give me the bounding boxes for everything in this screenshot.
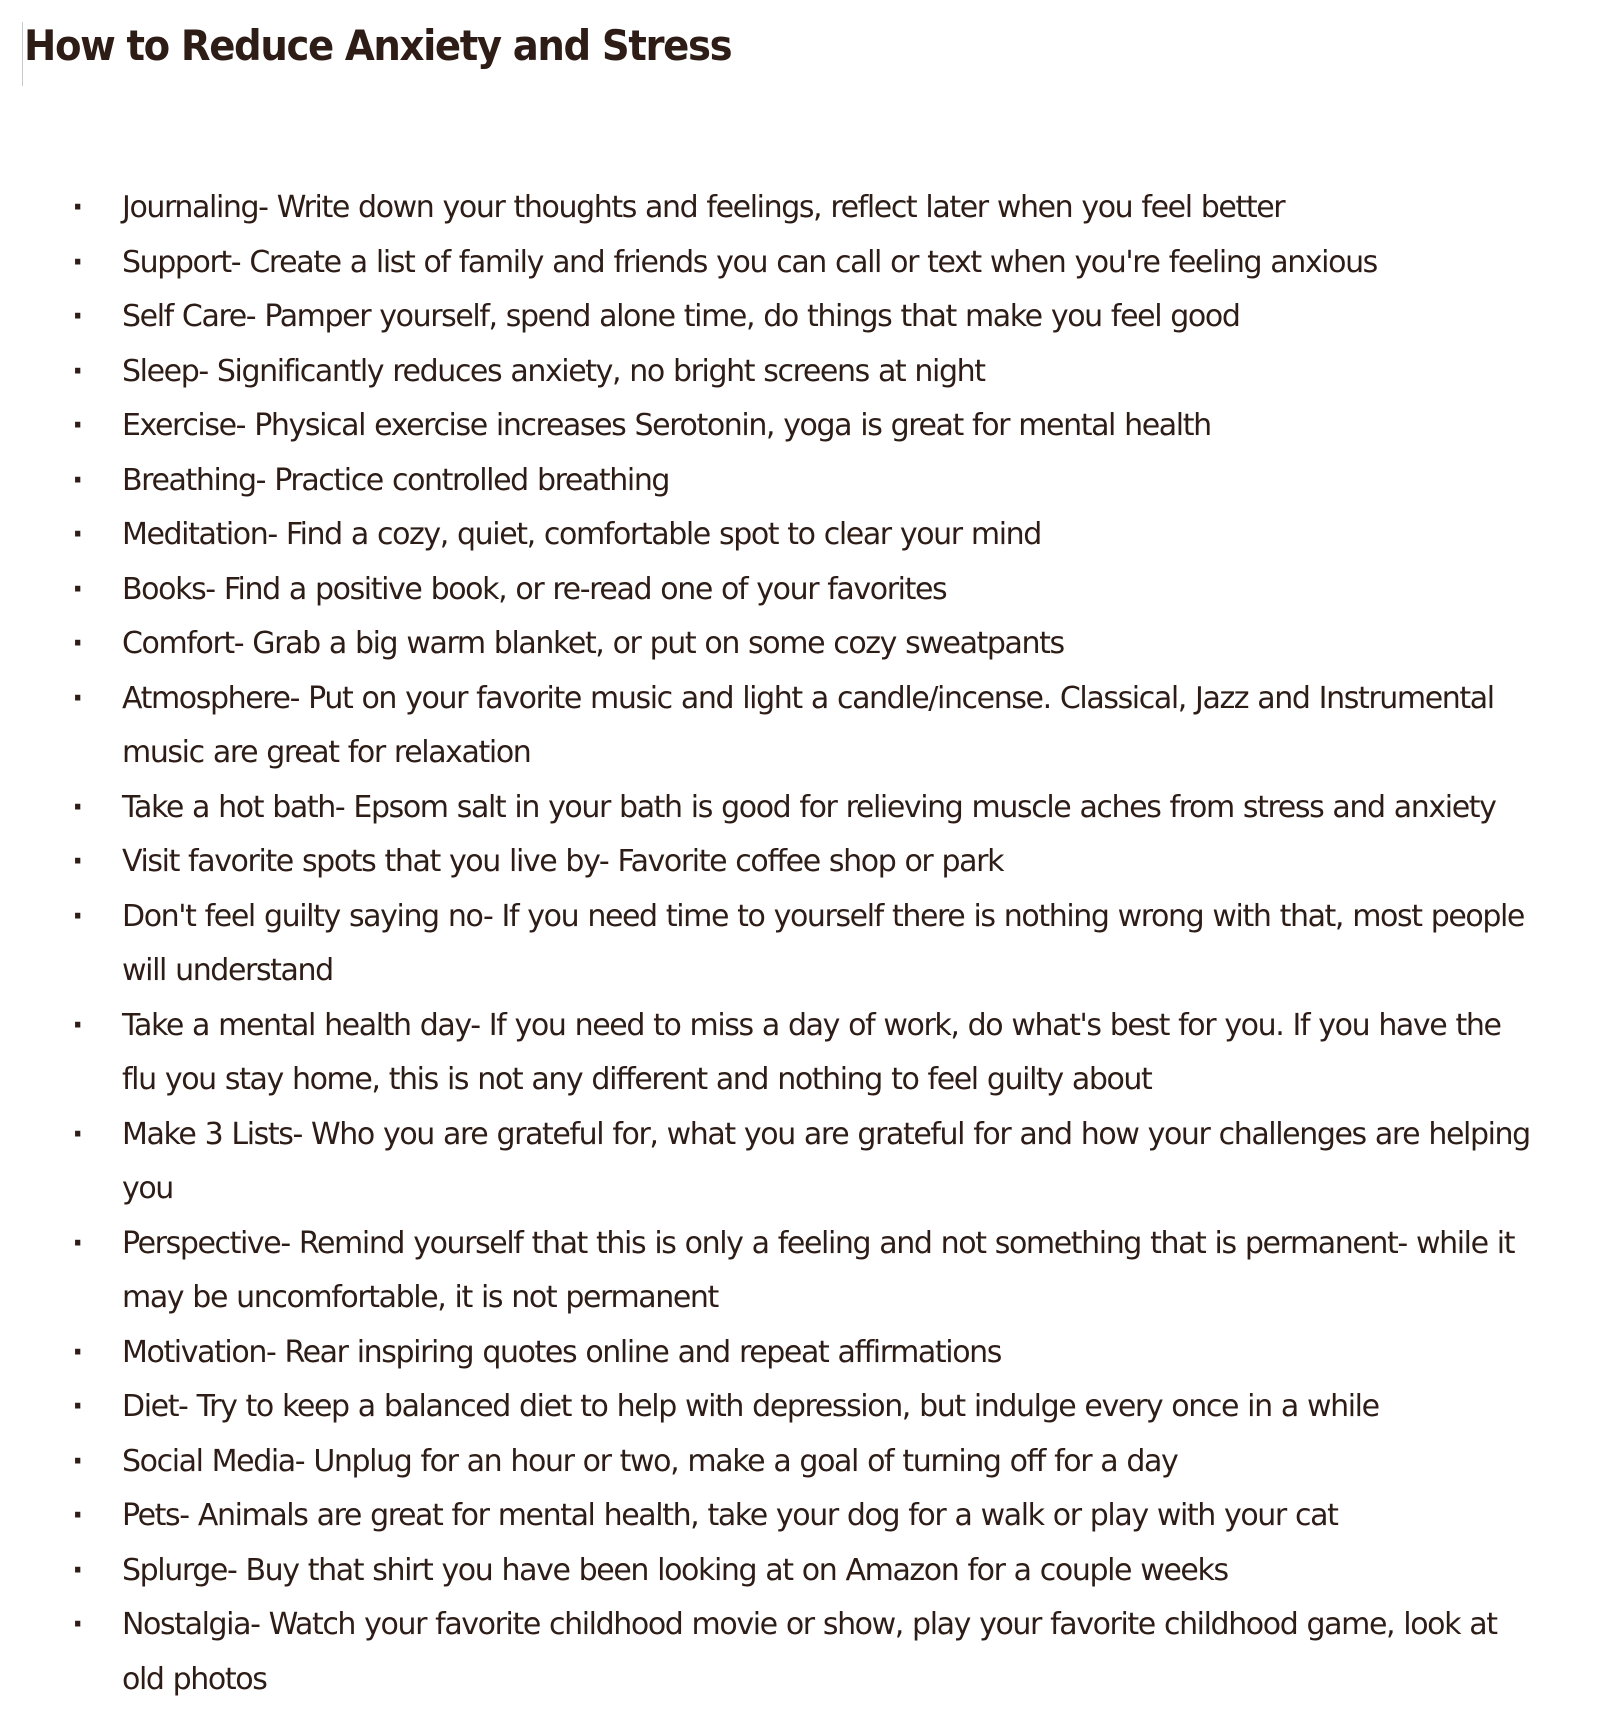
list-item: · Visit favorite spots that you live by- Favorite coffee shop or park xyxy=(0,835,1532,890)
list-item: · Social Media- Unplug for an hour or two, make a goal of turning off for a day xyxy=(0,1435,1532,1490)
list-item: · Self Care- Pamper yourself, spend alone time, do things that make you feel good xyxy=(0,290,1532,345)
list-item: · Atmosphere- Put on your favorite music and light a candle/incense. Classical, Jazz and Instrumental music are great for relaxation xyxy=(0,672,1532,781)
list-item: · Comfort- Grab a big warm blanket, or put on some cozy sweatpants xyxy=(0,617,1532,672)
list-item: · Meditation- Find a cozy, quiet, comfortable spot to clear your mind xyxy=(0,508,1532,563)
list-item: · Splurge- Buy that shirt you have been looking at on Amazon for a couple weeks xyxy=(0,1544,1532,1599)
tips-list xyxy=(0,181,1614,1707)
list-item: · Motivation- Rear inspiring quotes online and repeat affirmations xyxy=(0,1326,1532,1381)
list-item: · Support- Create a list of family and friends you can call or text when you're feeling anxious xyxy=(0,236,1532,291)
list-item: · Take a hot bath- Epsom salt in your bath is good for relieving muscle aches from stress and anxiety xyxy=(0,781,1532,836)
list-item: · Take a mental health day- If you need to miss a day of work, do what's best for you. If you have the flu you stay home, this is not any different and nothing to feel guilty about xyxy=(0,999,1532,1108)
list-item: · Don't feel guilty saying no- If you need time to yourself there is nothing wrong with that, most people will understand xyxy=(0,890,1532,999)
list-item: · Books- Find a positive book, or re-read one of your favorites xyxy=(0,563,1532,618)
list-item: · Sleep- Significantly reduces anxiety, no bright screens at night xyxy=(0,345,1532,400)
list-item: · Journaling- Write down your thoughts and feelings, reflect later when you feel better xyxy=(0,181,1532,236)
list-item: · Exercise- Physical exercise increases Serotonin, yoga is great for mental health xyxy=(0,399,1532,454)
list-item: · Nostalgia- Watch your favorite childhood movie or show, play your favorite childhood game, look at old photos xyxy=(0,1598,1532,1707)
page-title: How to Reduce Anxiety and Stress xyxy=(24,21,732,70)
list-item: · Diet- Try to keep a balanced diet to help with depression, but indulge every once in a while xyxy=(0,1380,1532,1435)
list-item: · Breathing- Practice controlled breathing xyxy=(0,454,1532,509)
list-item: · Make 3 Lists- Who you are grateful for, what you are grateful for and how your challenges are helping you xyxy=(0,1108,1532,1217)
text-cursor xyxy=(22,22,23,86)
list-item: · Perspective- Remind yourself that this is only a feeling and not something that is permanent- while it may be uncomfortable, it is not permanent xyxy=(0,1217,1532,1326)
list-item: · Pets- Animals are great for mental health, take your dog for a walk or play with your cat xyxy=(0,1489,1532,1544)
